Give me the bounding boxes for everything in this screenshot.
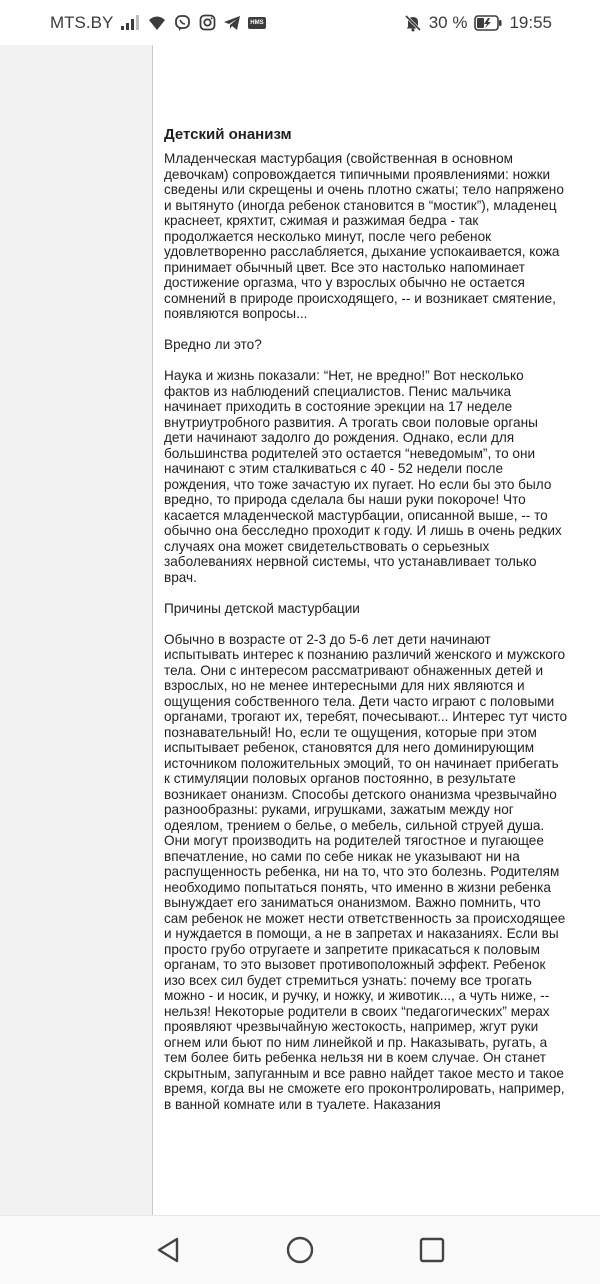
status-left (50, 13, 266, 33)
wifi-icon (147, 15, 167, 31)
recents-button[interactable] (415, 1233, 449, 1267)
back-triangle-icon (155, 1236, 181, 1264)
instagram-icon (199, 14, 216, 31)
recents-square-icon (418, 1236, 446, 1264)
left-side-panel (0, 45, 153, 1215)
battery-charging-icon (474, 15, 502, 31)
article-paragraph-intro: Младенческая мастурбация (свойственная в основном девочкам) сопровождается типичными проявлениями: ножки сведены или скрещены и очень плотно сжаты; тело напряжено и вытянуто (иногда ребенок становится в “мостик”), младенец краснеет, кряхтит, сжимая и разжимая бедра - так продолжается несколько минут, после чего ребенок удовлетворенно расслабляется, дыхание успокаивается, кожа принимает обычный цвет. Все это настолько напоминает достижение оргазма, что у взрослых обычно не остается сомнений в природе происходящего, -- и возникает смятение, появляются вопросы... (164, 151, 564, 321)
hms-icon: HMS (248, 17, 265, 29)
article-subheading-causes: Причины детской мастурбации (164, 600, 360, 616)
carrier-label: MTS.BY (50, 12, 114, 32)
battery-percent: 30 % (428, 12, 468, 32)
home-circle-icon (285, 1235, 315, 1265)
article-title: Детский онанизм (164, 126, 292, 143)
signal-icon (120, 15, 140, 31)
article-paragraph-science: Наука и жизнь показали: “Нет, не вредно!” Вот несколько фактов из наблюдений специалистов. Пенис мальчика начинает приходить в состояние эрекции на 17 неделе внутриутробного развития. А трогать свои половые органы дети начинают задолго до рождения. Однако, если для большинства родителей это остается “неведомым”, то они начинают с этим сталкиваться с 40 - 52 недели после рождения, что тоже зачастую их пугает. Но если бы это было вредно, то природа сделала бы наши руки покороче! Что касается младенческой мастурбации, описанной выше, -- то обычно она бесследно проходит к году. И лишь в очень редких случаях она может свидетельствовать о серьезных заболеваниях нервной системы, что устанавливает только врач. (164, 368, 562, 585)
article-paragraph-causes: Обычно в возрасте от 2-3 до 5-6 лет дети начинают испытывать интерес к познанию различий женского и мужского тела. Они с интересом рассматривают обнаженных детей и взрослых, но не менее интересными для них являются и ощущения собственного тела. Дети часто играют с половыми органами, трогают их, теребят, почесывают... Интерес тут чисто познавательный! Но, если те ощущения, которые при этом испытывает ребенок, становятся для него доминирующим источником положительных эмоций, то он начинает прибегать к стимуляции половых органов постоянно, в результате возникает онанизм. Способы детского онанизма чрезвычайно разнообразны: руками, игрушками, зажатым между ног одеялом, трением о белье, о мебель, сильной струей душа. Они могут производить на родителей тягостное и пугающее впечатление, но сами по себе никак не указывают ни на распущенность ребенка, ни на то, что это болезнь. Родителям необходимо попытаться понять, что именно в жизни ребенка вынуждает его заниматься онанизмом. Важно помнить, что сам ребенок не может нести ответственность за происходящее и нуждается в помощи, а не в запретах и наказаниях. Если вы просто грубо отругаете и запретите прикасаться к половым органам, то это вызовет противоположный эффект. Ребенок изо всех сил будет стремиться узнать: почему все трогать можно - и носик, и ручку, и ножку, и животик..., а чуть ниже, -- нельзя! Некоторые родители в своих “педагогических” мерах проявляют чрезвычайную жестокость, например, жгут руки огнем или бьют по ним линейкой и пр. Наказывать, ругать, а тем более бить ребенка нельзя ни в коем случае. Он станет скрытным, запуганным и все равно найдет такое место и такое время, когда вы не сможете его проконтролировать, например, в ванной комнате или в туалете. Наказания (164, 631, 568, 1112)
status-right (404, 13, 552, 33)
status-bar (0, 0, 600, 45)
viber-icon (174, 14, 192, 32)
home-button[interactable] (283, 1233, 317, 1267)
navigation-bar (0, 1215, 600, 1284)
back-button[interactable] (151, 1233, 185, 1267)
telegram-icon (223, 15, 241, 31)
article-content (164, 125, 568, 1128)
mute-icon (404, 14, 422, 32)
article-subheading-harm: Вредно ли это? (164, 337, 262, 352)
clock: 19:55 (509, 12, 552, 32)
